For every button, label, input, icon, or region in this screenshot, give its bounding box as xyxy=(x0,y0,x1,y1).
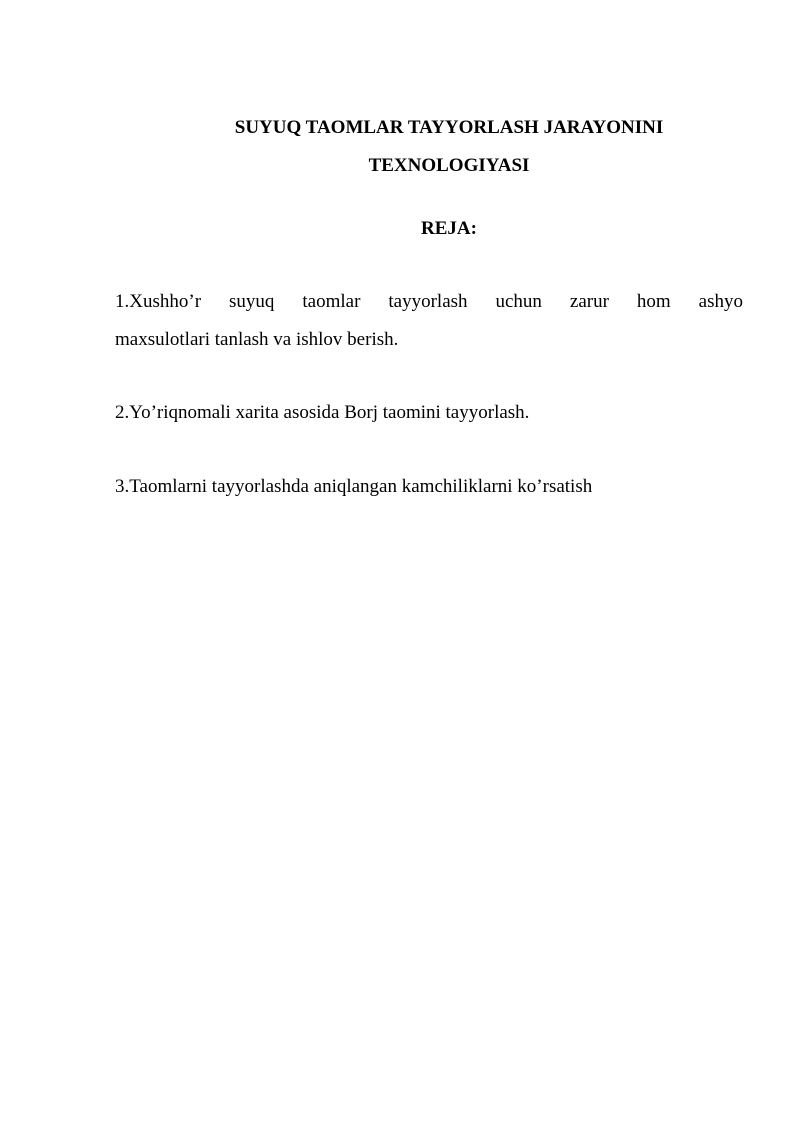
document-title-line-1: SUYUQ TAOMLAR TAYYORLASH JARAYONINI xyxy=(234,117,664,138)
plan-item-2: 2.Yo’riqnomali xarita asosida Borj taomini tayyorlash. xyxy=(115,402,530,423)
plan-item-1-line-1: 1.Xushho’r suyuq taomlar tayyorlash uchun zarur hom ashyo xyxy=(115,291,743,312)
plan-heading: REJA: xyxy=(421,218,477,239)
document-title-line-2: TEXNOLOGIYASI xyxy=(368,155,530,176)
plan-item-1-line-2: maxsulotlari tanlash va ishlov berish. xyxy=(115,329,399,350)
plan-item-3: 3.Taomlarni tayyorlashda aniqlangan kamchiliklarni ko’rsatish xyxy=(115,476,593,497)
